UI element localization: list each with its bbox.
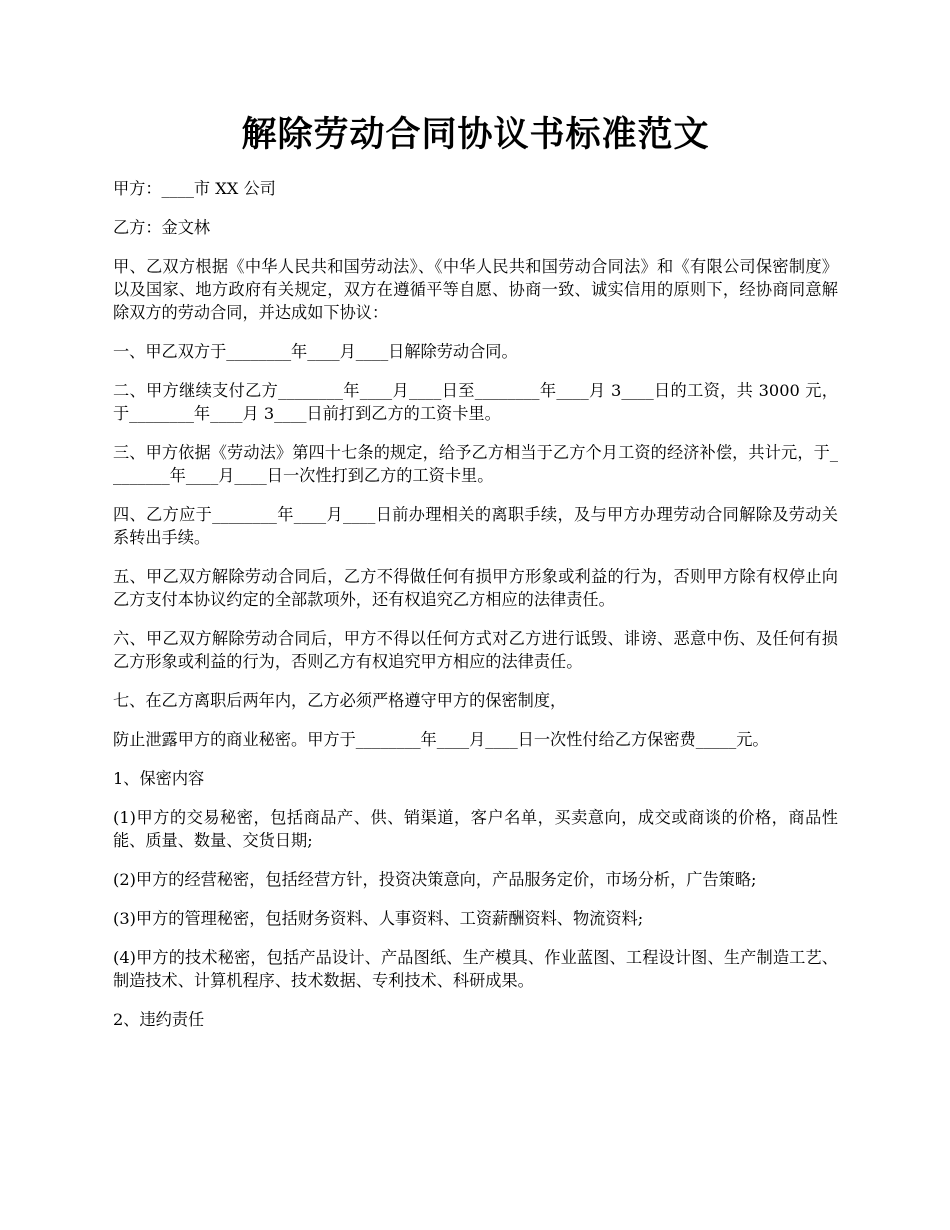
document-title: 解除劳动合同协议书标准范文 <box>241 114 710 155</box>
confidential-item-1: (1)甲方的交易秘密，包括商品产、供、销渠道，客户名单，买卖意向，成交或商谈的价格，商品性能、质量、数量、交货日期; <box>113 808 838 850</box>
clause-5: 五、甲乙双方解除劳动合同后，乙方不得做任何有损甲方形象或利益的行为，否则甲方除有权停止向乙方支付本协议约定的全部款项外，还有权追究乙方相应的法律责任。 <box>113 567 838 609</box>
clause-6: 六、甲乙双方解除劳动合同后，甲方不得以任何方式对乙方进行诋毁、诽谤、恶意中伤、及任何有损乙方形象或利益的行为，否则乙方有权追究甲方相应的法律责任。 <box>113 629 838 671</box>
clause-4: 四、乙方应于________年____月____日前办理相关的离职手续，及与甲方办理劳动合同解除及劳动关系转出手续。 <box>113 505 838 547</box>
preamble-paragraph: 甲、乙双方根据《中华人民共和国劳动法》、《中华人民共和国劳动合同法》和《有限公司保密制度》以及国家、地方政府有关规定，双方在遵循平等自愿、协商一致、诚实信用的原则下，经协商同意解除双方的劳动合同，并达成如下协议： <box>113 257 838 322</box>
clause-7-continued: 防止泄露甲方的商业秘密。甲方于________年____月____日一次性付给乙方保密费_____元。 <box>113 730 769 749</box>
party-b-line: 乙方：金文林 <box>113 218 211 237</box>
clause-7: 七、在乙方离职后两年内，乙方必须严格遵守甲方的保密制度， <box>113 691 567 710</box>
document-page <box>113 105 838 1047</box>
party-a-line: 甲方：____市 XX 公司 <box>113 179 276 198</box>
section-breach-liability: 2、违约责任 <box>113 1010 205 1029</box>
confidential-item-2: (2)甲方的经营秘密，包括经营方针，投资决策意向，产品服务定价，市场分析，广告策略; <box>113 870 757 889</box>
section-confidential-content: 1、保密内容 <box>113 769 205 788</box>
clause-3: 三、甲方依据《劳动法》第四十七条的规定，给予乙方相当于乙方个月工资的经济补偿，共计元，于________年____月____日一次性打到乙方的工资卡里。 <box>113 443 838 485</box>
confidential-item-4: (4)甲方的技术秘密，包括产品设计、产品图纸、生产模具、作业蓝图、工程设计图、生产制造工艺、制造技术、计算机程序、技术数据、专利技术、科研成果。 <box>113 948 838 990</box>
clause-1: 一、甲乙双方于________年____月____日解除劳动合同。 <box>113 342 518 361</box>
clause-2: 二、甲方继续支付乙方________年____月____日至________年____月 3____日的工资，共 3000 元，于________年____月 3____日前打到乙方的工资卡里。 <box>113 381 838 423</box>
confidential-item-3: (3)甲方的管理秘密，包括财务资料、人事资料、工资薪酬资料、物流资料; <box>113 909 644 928</box>
